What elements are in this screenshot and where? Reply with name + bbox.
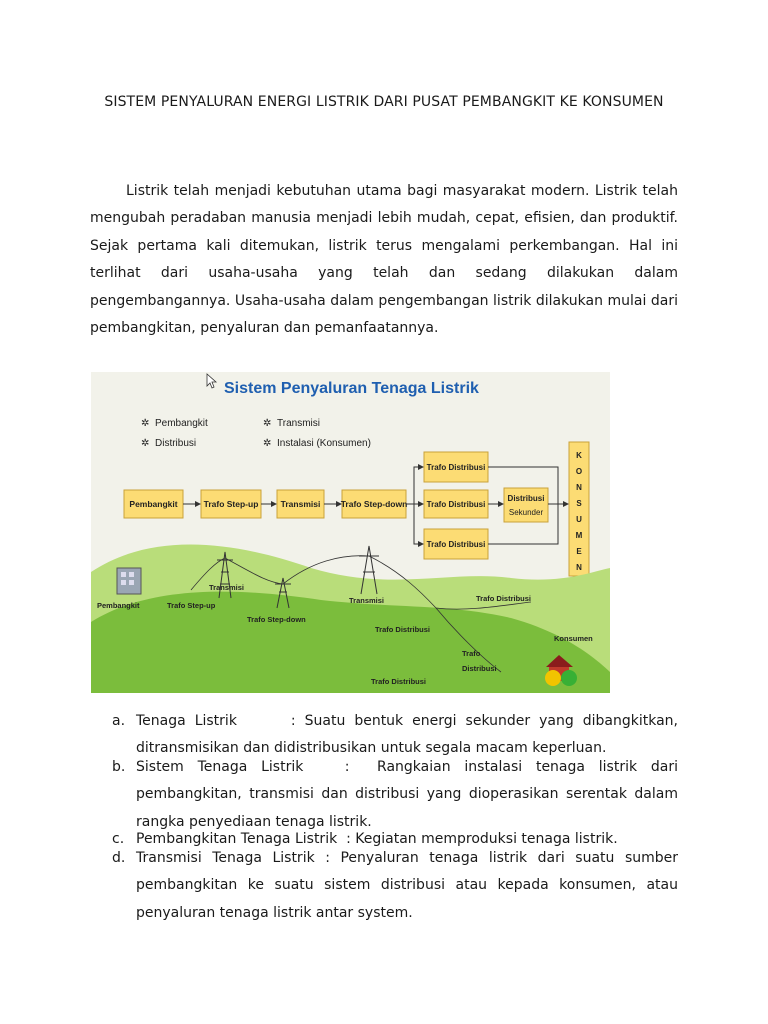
list-marker: c.: [112, 831, 125, 848]
scene-label-step-up: Trafo Step-up: [167, 601, 216, 610]
box-step-up-label: Trafo Step-up: [203, 499, 259, 509]
box-trafo-top-label: Trafo Distribusi: [426, 463, 486, 472]
definition-separator: :: [337, 831, 356, 848]
list-marker: a.: [112, 713, 126, 729]
definition-term: Pembangkitan Tenaga Listrik: [136, 831, 338, 848]
scene-label-konsumen: Konsumen: [554, 634, 593, 643]
box-trafo-mid-label: Trafo Distribusi: [426, 500, 486, 509]
scene-label-transmisi-1: Transmisi: [209, 583, 245, 592]
power-distribution-figure: [91, 372, 610, 693]
legend-bullet-icon: ✲: [141, 418, 150, 429]
konsumen-letter: N: [576, 483, 582, 492]
definition-term: Tenaga Listrik: [136, 713, 237, 729]
box-distribusi-sekunder-line2: Sekunder: [508, 508, 544, 517]
scene-label-transmisi-2: Transmisi: [349, 596, 385, 605]
legend-pembangkit: Pembangkit: [155, 418, 208, 429]
konsumen-letter: M: [575, 531, 583, 540]
power-plant-icon: [117, 568, 141, 594]
document-title: SISTEM PENYALURAN ENERGI LISTRIK DARI PUSAT PEMBANGKIT KE KONSUMEN: [104, 94, 664, 110]
legend-transmisi: Transmisi: [277, 418, 320, 429]
definition-separator: :: [236, 713, 305, 729]
konsumen-letter: U: [576, 515, 582, 524]
list-marker: b.: [112, 758, 126, 775]
list-marker: d.: [112, 850, 126, 867]
konsumen-letter: O: [575, 467, 583, 476]
diagram-title: Sistem Penyaluran Tenaga Listrik: [224, 380, 479, 397]
scene-label-trafo-3a: Trafo: [462, 649, 481, 658]
scene-label-trafo-3b: Distribusi: [462, 664, 497, 673]
box-distribusi-sekunder-line1: Distribusi: [507, 494, 545, 503]
definition-separator: :: [303, 758, 378, 775]
definition-description: Kegiatan memproduksi tenaga listrik.: [355, 831, 618, 848]
box-trafo-bot-label: Trafo Distribusi: [426, 540, 486, 549]
scene-label-trafo-distribusi-1: Trafo Distribusi: [476, 594, 532, 603]
legend-distribusi: Distribusi: [155, 438, 197, 449]
legend-bullet-icon: ✲: [263, 418, 272, 429]
definition-list: [90, 708, 678, 927]
konsumen-letter: S: [576, 499, 582, 508]
intro-paragraph: Listrik telah menjadi kebutuhan utama bagi masyarakat modern. Listrik telah mengubah peradaban manusia menjadi lebih mudah, cepat, efisien, dan produktif. Sejak pertama kali ditemukan, listrik terus mengalami perkembangan. Hal ini terlihat dari usaha-usaha yang telah dan sedang dilakukan dalam pengembangannya. Usaha-usaha dalam pengembangan listrik dilakukan mulai dari pembangkitan, penyaluran dan pemanfaatannya.: [90, 183, 678, 337]
definition-description: Penyaluran tenaga listrik dari suatu sumber pembangkitan ke suatu sistem distribusi atau kepada konsumen, atau penyaluran tenaga listrik antar system.: [136, 850, 678, 921]
definition-separator: :: [314, 850, 341, 867]
konsumen-letter: E: [576, 547, 582, 556]
definition-item: [90, 845, 678, 927]
scene-label-trafo-distribusi-4: Trafo Distribusi: [371, 677, 427, 686]
definition-term: Transmisi Tenaga Listrik: [136, 850, 315, 867]
legend-instalasi: Instalasi (Konsumen): [277, 438, 371, 449]
legend-bullet-icon: ✲: [263, 438, 272, 449]
legend-bullet-icon: ✲: [141, 438, 150, 449]
box-pembangkit-label: Pembangkit: [129, 499, 178, 509]
definition-item: [90, 754, 678, 836]
definition-description: Rangkaian instalasi tenaga listrik dari pembangkitan, transmisi dan distribusi yang dioperasikan serentak dalam rangka penyediaan tenaga listrik.: [136, 758, 678, 830]
box-step-down-label: Trafo Step-down: [340, 499, 408, 509]
scene-label-trafo-distribusi-2: Trafo Distribusi: [375, 625, 431, 634]
scene-label-pembangkit: Pembangkit: [97, 601, 140, 610]
definition-term: Sistem Tenaga Listrik: [136, 758, 304, 775]
konsumen-letter: K: [576, 451, 582, 460]
scene-label-step-down: Trafo Step-down: [247, 615, 306, 624]
box-transmisi-label: Transmisi: [280, 499, 321, 509]
definition-description: Suatu bentuk energi sekunder yang dibangkitkan, ditransmisikan dan didistribusikan untuk segala macam keperluan.: [136, 713, 678, 757]
konsumen-letter: N: [576, 563, 582, 572]
